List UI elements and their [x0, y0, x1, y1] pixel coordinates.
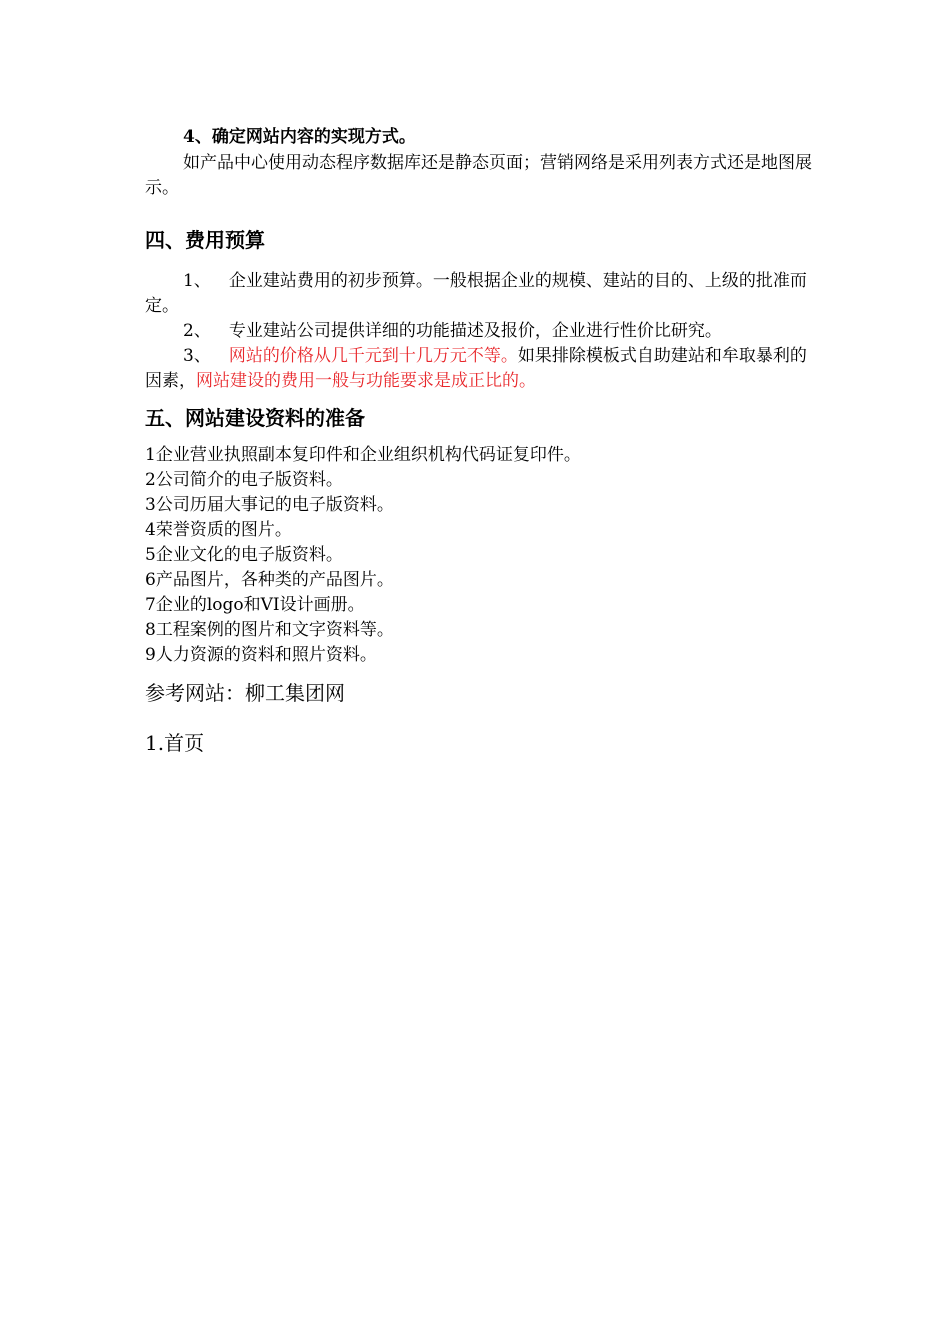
- budget-item-3-red-text-1: 网站的价格从几千元到十几万元不等。: [228, 346, 518, 366]
- list-item: 2公司简介的电子版资料。: [145, 470, 343, 490]
- list-item: 5企业文化的电子版资料。: [145, 545, 343, 565]
- budget-item-2: [145, 319, 815, 344]
- list-item: 6产品图片，各种类的产品图片。: [145, 570, 394, 590]
- home-section-title: 1.首页: [145, 731, 205, 755]
- step4-paragraph: 如产品中心使用动态程序数据库还是静态页面；营销网络是采用列表方式还是地图展示。: [145, 153, 812, 198]
- section5-title: 五、网站建设资料的准备: [145, 406, 365, 430]
- list-item: 7企业的logo和VI设计画册。: [145, 595, 365, 615]
- list-item: 1企业营业执照副本复印件和企业组织机构代码证复印件。: [145, 445, 581, 465]
- materials-list: [145, 443, 581, 668]
- budget-item-3-text-mid: 如果排除模板式自助建站和牟取暴利的因素，: [145, 346, 807, 391]
- list-item: 4荣誉资质的图片。: [145, 520, 292, 540]
- list-item: 8工程案例的图片和文字资料等。: [145, 620, 394, 640]
- budget-item-1-text: 企业建站费用的初步预算。一般根据企业的规模、建站的目的、上级的批准而定。: [145, 271, 807, 316]
- budget-item-1: [145, 269, 815, 319]
- reference-site: 参考网站：柳工集团网: [145, 681, 345, 705]
- budget-item-3-red-text-2: 网站建设的费用一般与功能要求是成正比的。: [196, 371, 536, 391]
- step4-heading: 4、确定网站内容的实现方式。: [183, 127, 416, 147]
- budget-item-3-number: 3、: [183, 346, 211, 366]
- section4-title: 四、费用预算: [145, 228, 265, 252]
- budget-item-2-text: 专业建站公司提供详细的功能描述及报价，企业进行性价比研究。: [228, 321, 722, 341]
- budget-item-3: [145, 344, 815, 394]
- budget-item-1-number: 1、: [183, 271, 211, 291]
- budget-item-2-number: 2、: [183, 321, 211, 341]
- list-item: 3公司历届大事记的电子版资料。: [145, 495, 394, 515]
- list-item: 9人力资源的资料和照片资料。: [145, 645, 377, 665]
